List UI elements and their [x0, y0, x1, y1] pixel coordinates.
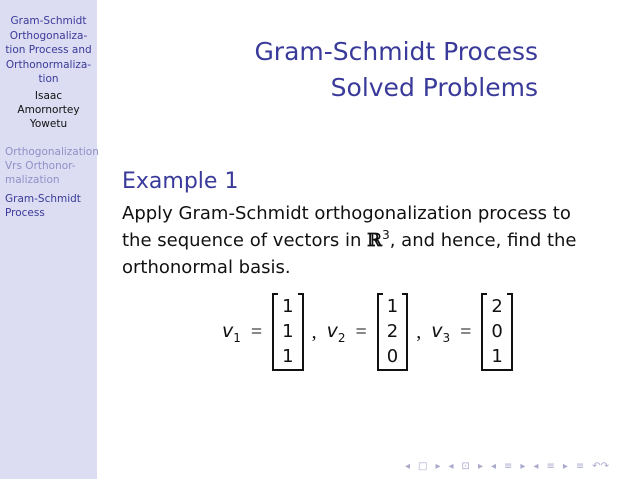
section-line: Orthogonalization [5, 146, 99, 158]
nav-prev-document-icon[interactable]: ◂ [533, 460, 539, 472]
vector-v2-matrix [377, 293, 408, 371]
equals-sign: = [460, 320, 472, 343]
sidebar-section-orthogonalization[interactable] [5, 145, 97, 187]
section-line: malization [5, 174, 60, 186]
nav-subsection-icon[interactable]: ⊡ [461, 460, 470, 472]
nav-back-forward-icon[interactable]: ↶↷ [592, 460, 610, 472]
matrix-entry: 2 [386, 321, 399, 342]
sidebar-title-line: Orthogonaliza- [9, 29, 88, 42]
frame-title-line: Gram-Schmidt Process [254, 37, 538, 66]
author-line: Yowetu [29, 118, 68, 130]
example-title: Example 1 [122, 169, 239, 194]
example-body [122, 200, 602, 281]
section-line: Process [5, 207, 45, 219]
nav-next-subsection-icon[interactable]: ▸ [477, 460, 483, 472]
nav-document-icon[interactable]: ≡ [546, 460, 555, 472]
sidebar-title-line: Gram-Schmidt [10, 15, 87, 27]
matrix-entry: 0 [491, 321, 503, 342]
sidebar-title-line: Orthonormaliza- [5, 58, 92, 71]
frame-subtitle-line: Solved Problems [330, 73, 538, 102]
nav-section-icon[interactable]: ≡ [504, 460, 513, 472]
vector-v3-matrix [481, 293, 512, 371]
author-line: Isaac [34, 90, 63, 102]
matrix-entry: 1 [282, 296, 294, 317]
sidebar-section-gram-schmidt[interactable] [5, 192, 97, 220]
equals-sign: = [355, 320, 367, 343]
nav-next-document-icon[interactable]: ▸ [562, 460, 568, 472]
sidebar-author [2, 89, 95, 131]
matrix-entry: 0 [386, 346, 399, 367]
matrix-entry: 1 [491, 346, 503, 367]
sidebar-presentation-title[interactable] [2, 14, 95, 87]
nav-prev-frame-icon[interactable]: ◂ [405, 460, 411, 472]
author-line: Amornortey [17, 104, 80, 116]
nav-frame-icon[interactable]: □ [418, 460, 428, 472]
vector-label-v3: $v_3$ [431, 319, 451, 345]
sidebar [0, 0, 97, 479]
nav-next-section-icon[interactable]: ▸ [520, 460, 526, 472]
vector-v1-matrix [272, 293, 303, 371]
beamer-navigation-bar [405, 458, 635, 474]
frame-title [254, 34, 538, 106]
comma-separator: , [416, 320, 422, 343]
vector-label-v2: $v_2$ [326, 319, 346, 345]
comma-separator: , [311, 320, 317, 343]
example-text-end: , and hence, find the orthonormal basis. [122, 230, 577, 278]
vector-label-v1: $v_1$ [222, 319, 241, 345]
equals-sign: = [250, 320, 263, 343]
nav-appendix-icon[interactable]: ≡ [575, 460, 585, 472]
nav-prev-section-icon[interactable]: ◂ [490, 460, 496, 472]
dimension-exponent: 3 [382, 228, 390, 242]
matrix-entry: 2 [491, 296, 503, 317]
matrix-entry: 1 [282, 346, 294, 367]
example-text-start: Apply Gram-Schmidt orthogonalization process to the sequence of vectors in [122, 203, 571, 251]
sidebar-title-line: tion [38, 73, 59, 85]
matrix-entry: 1 [386, 296, 399, 317]
section-line: Gram-Schmidt [5, 193, 81, 205]
vector-equations [222, 292, 513, 372]
nav-prev-subsection-icon[interactable]: ◂ [448, 460, 454, 472]
sidebar-title-line: tion Process and [5, 44, 92, 56]
real-numbers-symbol: ℝ [367, 230, 383, 251]
matrix-entry: 1 [282, 321, 294, 342]
section-line: Vrs Orthonor- [5, 160, 76, 172]
nav-next-frame-icon[interactable]: ▸ [435, 460, 441, 472]
